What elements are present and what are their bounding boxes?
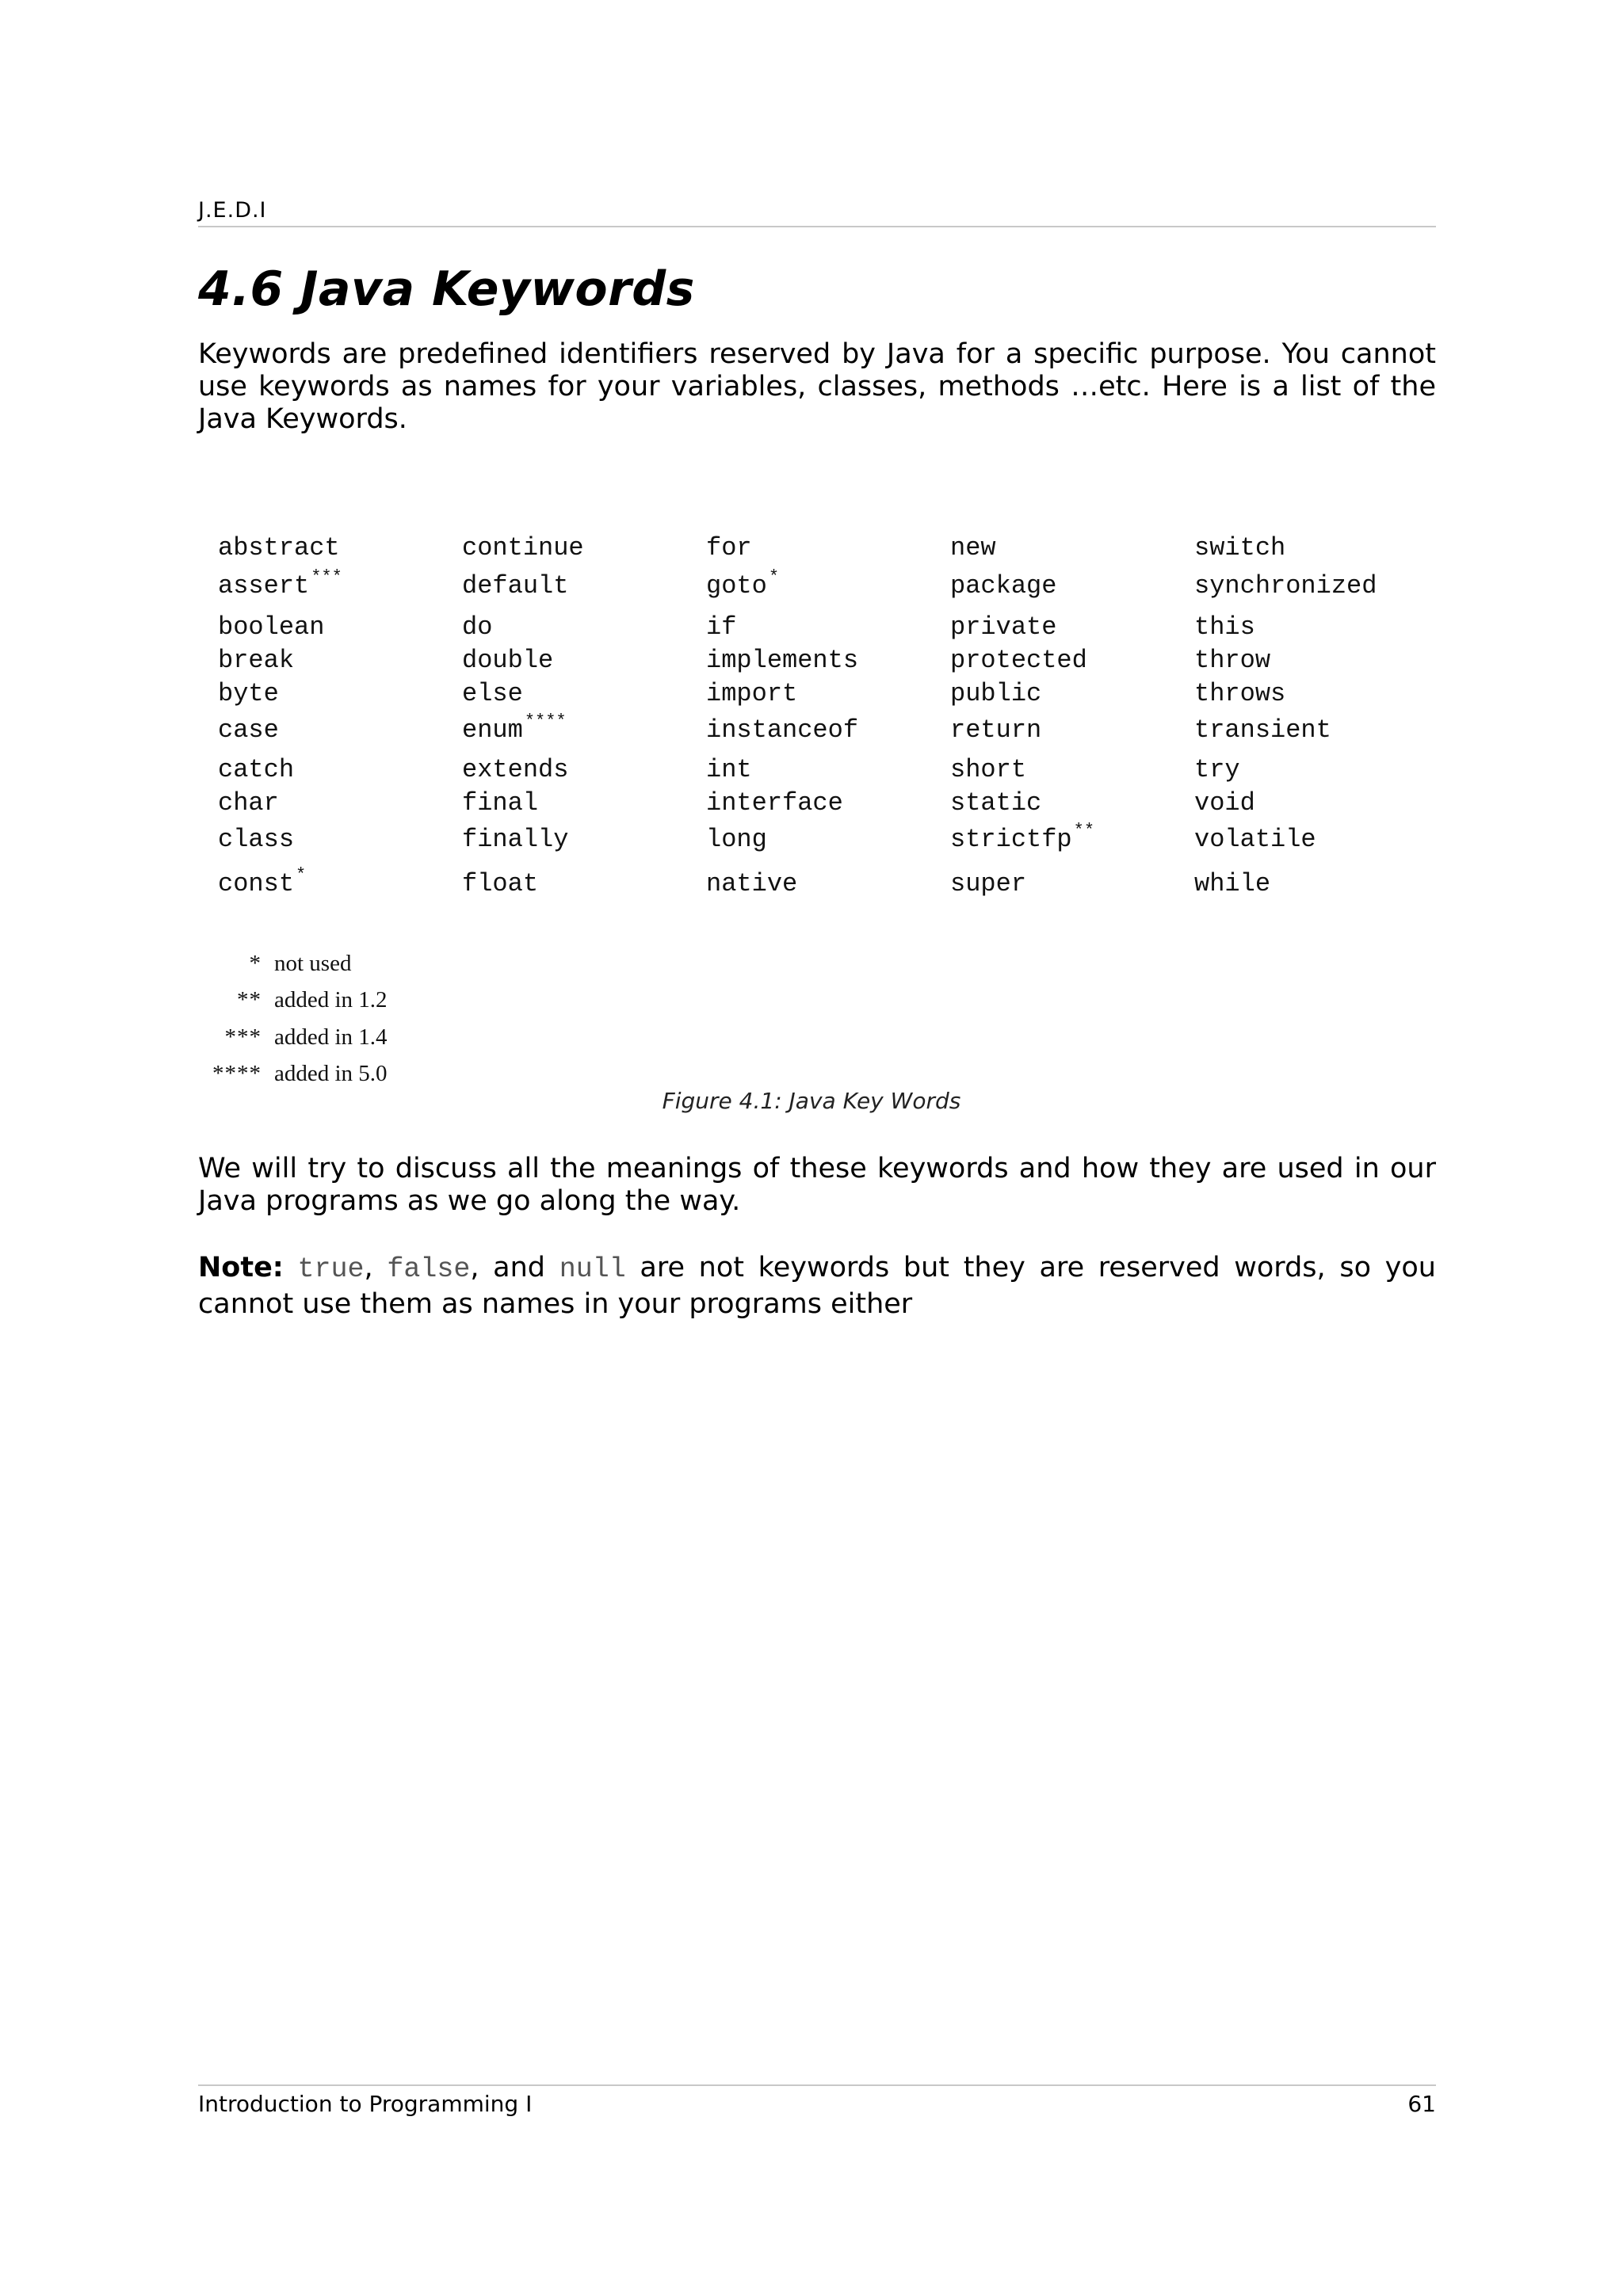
keyword: native: [706, 869, 798, 898]
keyword: public: [950, 679, 1042, 708]
keyword-cell: [950, 642, 1194, 675]
keyword-cell: [706, 711, 950, 751]
keyword-cell: [950, 751, 1194, 784]
keyword: char: [218, 788, 279, 818]
keyword-cell: [1194, 865, 1438, 903]
legend-mark: ****: [212, 1061, 262, 1087]
keyword-cell: [706, 675, 950, 711]
keyword: double: [462, 646, 554, 675]
keywords-row: [218, 711, 1438, 751]
keyword-cell: [462, 784, 706, 821]
keyword: else: [462, 679, 523, 708]
keyword-footnote-mark: **: [1073, 821, 1095, 841]
keyword-cell: [462, 711, 706, 751]
keyword-cell: [1194, 784, 1438, 821]
keyword: volatile: [1194, 825, 1316, 854]
keyword: goto: [706, 571, 767, 601]
keyword-cell: [462, 865, 706, 903]
keyword-cell: [1194, 675, 1438, 711]
keywords-table: [218, 529, 1438, 903]
keyword-cell: [1194, 751, 1438, 784]
keyword-cell: [462, 675, 706, 711]
keyword-cell: [950, 821, 1194, 865]
keyword: break: [218, 646, 295, 675]
keyword-cell: [218, 711, 462, 751]
keyword-cell: [1194, 711, 1438, 751]
keyword: if: [706, 612, 737, 642]
keywords-row: [218, 784, 1438, 821]
keyword: for: [706, 533, 752, 563]
keyword: return: [950, 715, 1042, 745]
keyword: long: [706, 825, 767, 854]
keyword-cell: [218, 675, 462, 711]
code-false: false: [387, 1253, 471, 1285]
keyword-footnote-mark: *: [296, 865, 307, 885]
keyword: float: [462, 869, 539, 898]
keyword: private: [950, 612, 1057, 642]
keyword: switch: [1194, 533, 1286, 563]
keyword: abstract: [218, 533, 340, 563]
keyword: protected: [950, 646, 1087, 675]
keyword-cell: [950, 529, 1194, 567]
keyword: catch: [218, 755, 295, 784]
keyword: enum: [462, 715, 523, 745]
keyword: new: [950, 533, 996, 563]
keywords-row: [218, 529, 1438, 567]
keyword-cell: [1194, 567, 1438, 608]
keyword-cell: [462, 821, 706, 865]
keyword: this: [1194, 612, 1255, 642]
keyword-cell: [706, 821, 950, 865]
keyword-cell: [950, 567, 1194, 608]
note-sep-1: ,: [364, 1252, 388, 1283]
section-title: 4.6 Java Keywords: [198, 261, 695, 317]
header-text: J.E.D.I: [198, 198, 267, 223]
keywords-row: [218, 642, 1438, 675]
note-rest: are not keywords but they are reserved words, so you cannot use them as names in your programs either: [198, 1252, 1436, 1320]
keyword: case: [218, 715, 279, 745]
code-true: true: [297, 1253, 365, 1285]
keywords-row: [218, 821, 1438, 865]
keywords-legend: [212, 945, 418, 1093]
keyword-cell: [218, 529, 462, 567]
page-number: 61: [1407, 2091, 1436, 2117]
keyword: static: [950, 788, 1042, 818]
keyword-cell: [462, 608, 706, 642]
code-null: null: [559, 1253, 626, 1285]
keyword: instanceof: [706, 715, 859, 745]
footer-title: Introduction to Programming I: [198, 2091, 533, 2117]
keyword: int: [706, 755, 752, 784]
keywords-row: [218, 567, 1438, 608]
keyword: finally: [462, 825, 569, 854]
keyword: try: [1194, 755, 1240, 784]
keyword-cell: [950, 865, 1194, 903]
keyword-cell: [1194, 642, 1438, 675]
keyword: assert: [218, 571, 310, 601]
keyword-footnote-mark: *: [768, 567, 780, 587]
legend-row: [212, 982, 418, 1020]
keyword: short: [950, 755, 1027, 784]
keyword-cell: [706, 608, 950, 642]
keyword: strictfp: [950, 825, 1072, 854]
keywords-row: [218, 751, 1438, 784]
keyword: default: [462, 571, 569, 601]
keyword: transient: [1194, 715, 1331, 745]
keyword-cell: [950, 784, 1194, 821]
legend-row: [212, 1019, 418, 1056]
keyword: continue: [462, 533, 584, 563]
keyword-cell: [462, 567, 706, 608]
keyword-cell: [1194, 821, 1438, 865]
keyword-cell: [218, 642, 462, 675]
keyword-cell: [218, 751, 462, 784]
keyword-cell: [462, 529, 706, 567]
keyword-cell: [706, 751, 950, 784]
legend-text: added in 1.2: [274, 987, 388, 1013]
keyword-cell: [462, 642, 706, 675]
keyword-cell: [706, 642, 950, 675]
keyword-cell: [950, 711, 1194, 751]
keywords-row: [218, 675, 1438, 711]
keyword-cell: [950, 608, 1194, 642]
keyword: synchronized: [1194, 571, 1377, 601]
keyword-cell: [1194, 608, 1438, 642]
keyword-footnote-mark: ****: [524, 711, 567, 731]
legend-mark: ***: [224, 1024, 262, 1050]
keyword: void: [1194, 788, 1255, 818]
legend-text: not used: [274, 950, 352, 976]
figure-caption: Figure 4.1: Java Key Words: [662, 1088, 961, 1114]
keyword-cell: [218, 608, 462, 642]
keyword-cell: [218, 567, 462, 608]
keyword-cell: [1194, 529, 1438, 567]
keyword: while: [1194, 869, 1271, 898]
keyword: class: [218, 825, 295, 854]
keyword-cell: [218, 865, 462, 903]
keyword: throws: [1194, 679, 1286, 708]
keyword-cell: [706, 567, 950, 608]
keyword: const: [218, 869, 295, 898]
keyword-cell: [706, 529, 950, 567]
keyword: interface: [706, 788, 843, 818]
keyword: super: [950, 869, 1027, 898]
note-label: Note:: [198, 1252, 284, 1283]
keyword: import: [706, 679, 798, 708]
keyword: do: [462, 612, 493, 642]
keyword-cell: [218, 821, 462, 865]
keywords-row: [218, 865, 1438, 903]
keyword-cell: [218, 784, 462, 821]
page-header: [198, 198, 1436, 227]
legend-mark: **: [237, 987, 262, 1013]
keyword: boolean: [218, 612, 325, 642]
page-footer: [198, 2084, 1436, 2117]
keywords-row: [218, 608, 1438, 642]
note-sep-2: , and: [470, 1252, 559, 1283]
legend-text: added in 1.4: [274, 1024, 388, 1050]
note-paragraph: [198, 1250, 1436, 1322]
legend-text: added in 5.0: [274, 1061, 388, 1087]
keyword-footnote-mark: ***: [311, 567, 342, 587]
keyword: extends: [462, 755, 569, 784]
intro-paragraph: Keywords are predefined identifiers reserved by Java for a specific purpose. You cannot use keywords as names for your variables, classes, methods …etc. Here is a list of the Java Keywords.: [198, 338, 1436, 435]
keyword-cell: [706, 784, 950, 821]
keyword: package: [950, 571, 1057, 601]
keyword-cell: [462, 751, 706, 784]
keyword: throw: [1194, 646, 1271, 675]
legend-mark: *: [249, 950, 262, 976]
keyword-cell: [706, 865, 950, 903]
keyword: byte: [218, 679, 279, 708]
legend-row: [212, 945, 418, 982]
keyword-cell: [950, 675, 1194, 711]
keyword: implements: [706, 646, 859, 675]
keyword: final: [462, 788, 539, 818]
body-paragraph: We will try to discuss all the meanings of these keywords and how they are used in our Java programs as we go along the way.: [198, 1153, 1436, 1217]
